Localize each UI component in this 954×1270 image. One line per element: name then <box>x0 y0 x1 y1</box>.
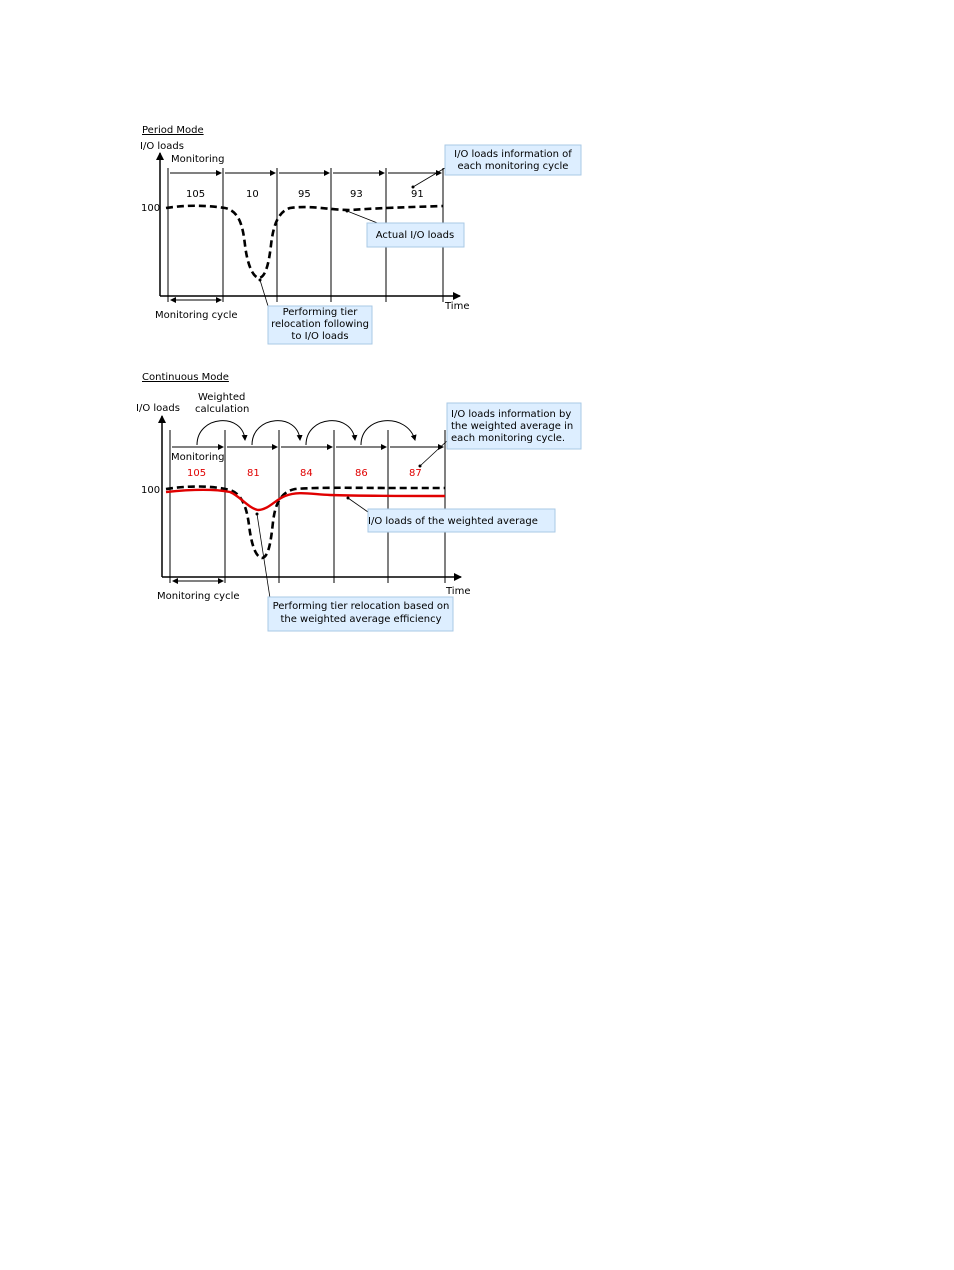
continuous-weighted-average-line <box>166 490 445 510</box>
svg-text:each monitoring cycle: each monitoring cycle <box>457 161 569 172</box>
weighted-calculation-label: calculation <box>195 404 250 415</box>
continuous-cycle-value: 87 <box>409 468 422 479</box>
svg-text:Performing tier: Performing tier <box>282 307 358 318</box>
continuous-monitoring-cycle-label: Monitoring cycle <box>157 591 240 602</box>
svg-text:Actual I/O loads: Actual I/O loads <box>375 230 455 241</box>
period-monitoring-label: Monitoring <box>171 154 225 165</box>
period-relocation-callout <box>259 279 373 345</box>
continuous-mode-diagram <box>136 372 581 631</box>
period-cycle-value: 93 <box>350 189 363 200</box>
continuous-y-tick-100: 100 <box>141 485 161 496</box>
svg-text:I/O loads information of: I/O loads information of <box>454 149 572 160</box>
period-y-axis-label: I/O loads <box>140 141 184 152</box>
svg-text:the weighted average in: the weighted average in <box>451 421 574 432</box>
svg-text:Performing tier relocation bas: Performing tier relocation based on <box>272 601 450 612</box>
continuous-x-axis-label: Time <box>446 586 471 597</box>
period-mode-title: Period Mode <box>142 125 204 136</box>
period-y-tick-100: 100 <box>141 203 161 214</box>
weighted-calculation-arrows <box>197 421 415 445</box>
period-actual-callout <box>346 210 465 248</box>
continuous-cycle-value: 86 <box>355 468 368 479</box>
continuous-info-callout <box>419 403 582 468</box>
period-monitoring-cycle-label: Monitoring cycle <box>155 310 238 321</box>
svg-text:to I/O loads: to I/O loads <box>291 331 349 342</box>
continuous-mode-title: Continuous Mode <box>142 372 229 383</box>
continuous-cycle-value: 81 <box>247 468 260 479</box>
svg-text:the weighted average efficienc: the weighted average efficiency <box>280 614 442 625</box>
period-cycle-value: 105 <box>186 189 206 200</box>
period-cycle-value: 91 <box>411 189 424 200</box>
weighted-calculation-label: Weighted <box>198 392 246 403</box>
svg-text:each monitoring cycle.: each monitoring cycle. <box>451 433 566 444</box>
period-cycle-value: 95 <box>298 189 311 200</box>
continuous-weighted-callout <box>347 497 556 533</box>
continuous-monitoring-label: Monitoring <box>171 452 225 463</box>
continuous-cycle-value: 105 <box>187 468 207 479</box>
svg-text:I/O loads information by: I/O loads information by <box>451 409 572 420</box>
svg-text:I/O loads of the weighted aver: I/O loads of the weighted average <box>368 516 538 527</box>
period-cycle-value: 10 <box>246 189 259 200</box>
svg-text:relocation following: relocation following <box>271 319 369 330</box>
period-mode-diagram <box>140 125 581 344</box>
continuous-y-axis-label: I/O loads <box>136 403 180 414</box>
continuous-cycle-value: 84 <box>300 468 313 479</box>
period-x-axis-label: Time <box>445 301 470 312</box>
period-info-callout <box>412 145 582 189</box>
